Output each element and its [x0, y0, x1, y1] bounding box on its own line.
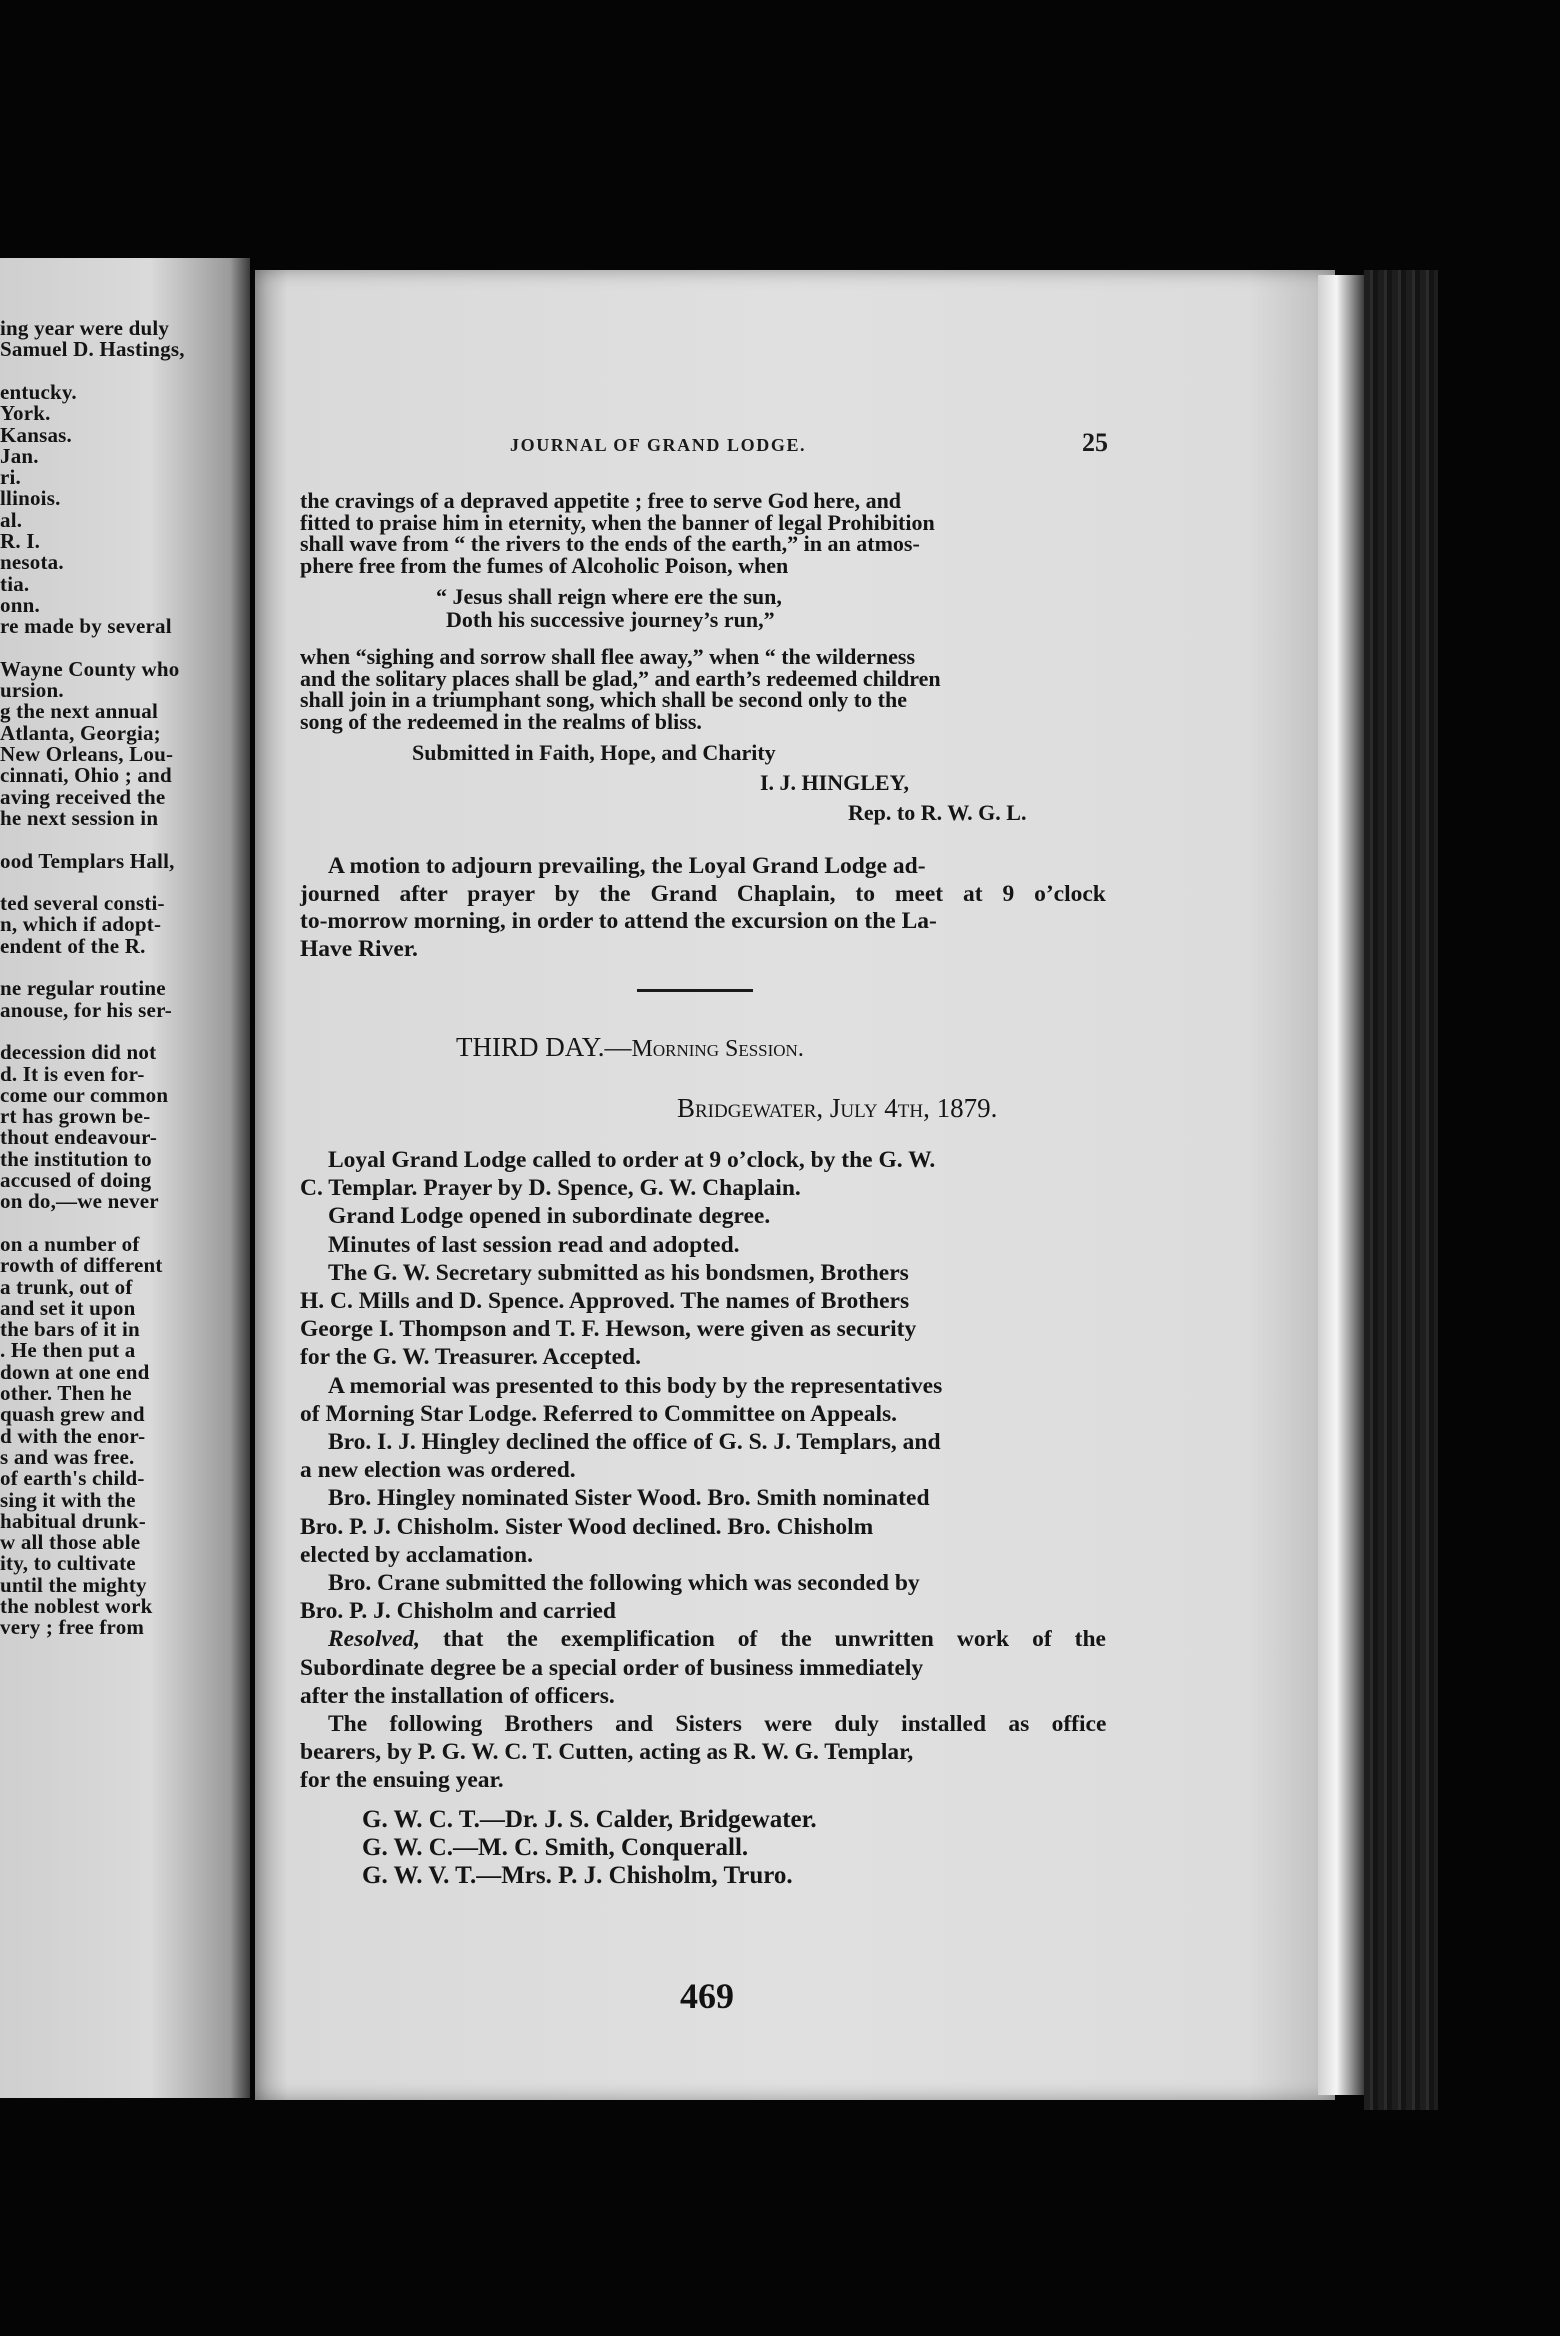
minutes-line: Bro. I. J. Hingley declined the office of G. S. J. Templars, and	[328, 1429, 941, 1455]
body-line: shall wave from “ the rivers to the ends of the earth,” in an atmos-	[300, 531, 920, 556]
adjourn-line: Have River.	[300, 935, 418, 962]
left-page-line: New Orleans, Lou-	[0, 742, 174, 766]
date-line: Bridgewater, July 4th, 1879.	[677, 1093, 998, 1123]
left-page-line: ted several consti-	[0, 891, 165, 916]
left-page-line: Samuel D. Hastings,	[0, 337, 185, 362]
running-head: JOURNAL OF GRAND LODGE.	[510, 435, 807, 455]
left-page-line: ne regular routine	[0, 976, 166, 1001]
section-divider	[637, 989, 753, 992]
left-page-line: al.	[0, 507, 23, 532]
left-page-line: d. It is even for-	[0, 1061, 145, 1086]
minutes-line: C. Templar. Prayer by D. Spence, G. W. Chaplain.	[300, 1175, 801, 1202]
left-page-line: York.	[0, 401, 51, 426]
adjourn-line: to-morrow morning, in order to attend the excursion on the La-	[300, 908, 937, 934]
installed-line: for the ensuing year.	[300, 1767, 504, 1794]
left-page-line: ri.	[0, 465, 22, 490]
minutes-line: Bro. Hingley nominated Sister Wood. Bro. Smith nominated	[328, 1485, 930, 1512]
left-page-line: rt has grown be-	[0, 1104, 151, 1129]
resolved-line: Subordinate degree be a special order of business immediately	[300, 1654, 924, 1681]
left-page-line: d with the enor-	[0, 1423, 146, 1448]
resolved-line: after the installation of officers.	[300, 1682, 615, 1709]
page-edge	[1318, 275, 1364, 2095]
left-page-line: Jan.	[0, 443, 39, 468]
left-page-line: g the next annual	[0, 699, 159, 724]
left-page-line: a trunk, out of	[0, 1274, 133, 1299]
left-page-line: s and was free.	[0, 1444, 135, 1469]
left-page-line: ing year were duly	[0, 316, 170, 340]
minutes-line: Bro. P. J. Chisholm and carried	[300, 1598, 616, 1625]
resolved-word: Resolved,	[328, 1626, 421, 1653]
left-page-line: ity, to cultivate	[0, 1551, 136, 1576]
book-spine	[1364, 270, 1438, 2110]
body-line: song of the redeemed in the realms of bliss.	[300, 708, 702, 734]
left-page-line: very ; free from	[0, 1615, 145, 1640]
left-page-line: until the mighty	[0, 1572, 147, 1597]
section-heading-sub: Morning Session.	[631, 1036, 804, 1062]
signature-title: Rep. to R. W. G. L.	[848, 800, 1027, 825]
left-page-line: tia.	[0, 571, 30, 596]
minutes-line: A memorial was presented to this body by the representatives	[328, 1372, 943, 1399]
minutes-line: for the G. W. Treasurer. Accepted.	[300, 1344, 641, 1371]
left-page-line: onn.	[0, 592, 40, 617]
left-page-line: on a number of	[0, 1231, 140, 1256]
officer-line: G. W. C.—M. C. Smith, Conquerall.	[362, 1833, 749, 1861]
left-page-line: and set it upon	[0, 1295, 136, 1320]
left-page-line: on do,—we never	[0, 1189, 159, 1214]
left-page-line: the bars of it in	[0, 1317, 140, 1342]
body-line: when “sighing and sorrow shall flee away,” when “ the wilderness	[300, 644, 916, 669]
left-page-line: habitual drunk-	[0, 1508, 146, 1533]
minutes-line: George I. Thompson and T. F. Hewson, were given as security	[300, 1316, 917, 1343]
left-page-line: accused of doing	[0, 1168, 152, 1192]
body-line: the cravings of a depraved appetite ; free to serve God here, and	[300, 488, 902, 513]
left-page-line: R. I.	[0, 529, 41, 553]
body-line: shall join in a triumphant song, which shall be second only to the	[300, 687, 907, 712]
resolved-text: that the exemplification of the unwritten work of the	[420, 1626, 1106, 1653]
left-page-line: of earth's child-	[0, 1466, 145, 1491]
left-page-line: nesota.	[0, 550, 64, 575]
page-number: 25	[1082, 428, 1108, 457]
body-line: phere free from the fumes of Alcoholic Poison, when	[300, 552, 789, 578]
left-facing-page	[0, 258, 250, 2098]
quote-line: Doth his successive journey’s run,”	[446, 607, 775, 632]
left-page-line: cinnati, Ohio ; and	[0, 763, 172, 788]
left-page-line: the institution to	[0, 1146, 152, 1171]
quote-line: “ Jesus shall reign where ere the sun,	[436, 584, 782, 609]
left-page-line: rowth of different	[0, 1253, 163, 1278]
left-page-line: the noblest work	[0, 1594, 153, 1618]
minutes-line: Bro. P. J. Chisholm. Sister Wood declined. Bro. Chisholm	[300, 1513, 874, 1540]
left-page-line: w all those able	[0, 1530, 141, 1555]
left-page-line: down at one end	[0, 1359, 150, 1384]
left-page-line: Atlanta, Georgia;	[0, 720, 161, 745]
left-page-line: he next session in	[0, 805, 159, 830]
left-page-line: . He then put a	[0, 1338, 136, 1363]
left-page-line: re made by several	[0, 614, 172, 639]
adjourn-line: journed after prayer by the Grand Chaplain, to meet at 9 o’clock	[300, 880, 1106, 907]
signature-name: I. J. HINGLEY,	[760, 770, 909, 795]
minutes-line: Minutes of last session read and adopted.	[328, 1231, 740, 1258]
resolved-line	[328, 1626, 1106, 1653]
left-page-line: anouse, for his ser-	[0, 997, 172, 1022]
left-page-line: come our common	[0, 1082, 169, 1107]
section-heading-main: THIRD DAY.—	[456, 1032, 632, 1062]
minutes-line: The G. W. Secretary submitted as his bondsmen, Brothers	[328, 1259, 909, 1286]
left-page-line: aving received the	[0, 784, 166, 809]
body-line: fitted to praise him in eternity, when the banner of legal Prohibition	[300, 509, 935, 535]
minutes-line: Loyal Grand Lodge called to order at 9 o’clock, by the G. W.	[328, 1147, 936, 1173]
minutes-line: elected by acclamation.	[300, 1541, 533, 1568]
officer-line: G. W. V. T.—Mrs. P. J. Chisholm, Truro.	[362, 1861, 793, 1889]
installed-line: bearers, by P. G. W. C. T. Cutten, acting as R. W. G. Templar,	[300, 1739, 914, 1766]
left-page-line: Kansas.	[0, 422, 73, 447]
left-page-line: ursion.	[0, 678, 64, 703]
left-page-line: entucky.	[0, 379, 77, 404]
installed-line: The following Brothers and Sisters were duly installed as office	[328, 1711, 1107, 1737]
left-page-line: other. Then he	[0, 1381, 132, 1405]
left-page-line: sing it with the	[0, 1487, 136, 1512]
left-page-line: llinois.	[0, 486, 61, 511]
folio-number: 469	[680, 1976, 734, 2016]
left-page-line: thout endeavour-	[0, 1125, 158, 1150]
minutes-line: Bro. Crane submitted the following which was seconded by	[328, 1570, 920, 1596]
left-page-line: endent of the R.	[0, 933, 146, 958]
adjourn-line: A motion to adjourn prevailing, the Loyal Grand Lodge ad-	[328, 853, 926, 879]
left-page-line: Wayne County who	[0, 656, 180, 681]
left-page-line: n, which if adopt-	[0, 912, 162, 937]
left-page-line: ood Templars Hall,	[0, 848, 175, 873]
minutes-line: a new election was ordered.	[300, 1457, 576, 1484]
minutes-line: of Morning Star Lodge. Referred to Committee on Appeals.	[300, 1400, 898, 1427]
body-line: and the solitary places shall be glad,” and earth’s redeemed children	[300, 665, 941, 691]
section-heading	[456, 1032, 804, 1063]
left-page-line: decession did not	[0, 1040, 157, 1065]
left-page-line: quash grew and	[0, 1402, 145, 1427]
officer-line: G. W. C. T.—Dr. J. S. Calder, Bridgewater.	[362, 1805, 817, 1833]
closing-line: Submitted in Faith, Hope, and Charity	[412, 740, 776, 765]
minutes-line: H. C. Mills and D. Spence. Approved. The names of Brothers	[300, 1288, 910, 1314]
minutes-line: Grand Lodge opened in subordinate degree.	[328, 1203, 771, 1230]
